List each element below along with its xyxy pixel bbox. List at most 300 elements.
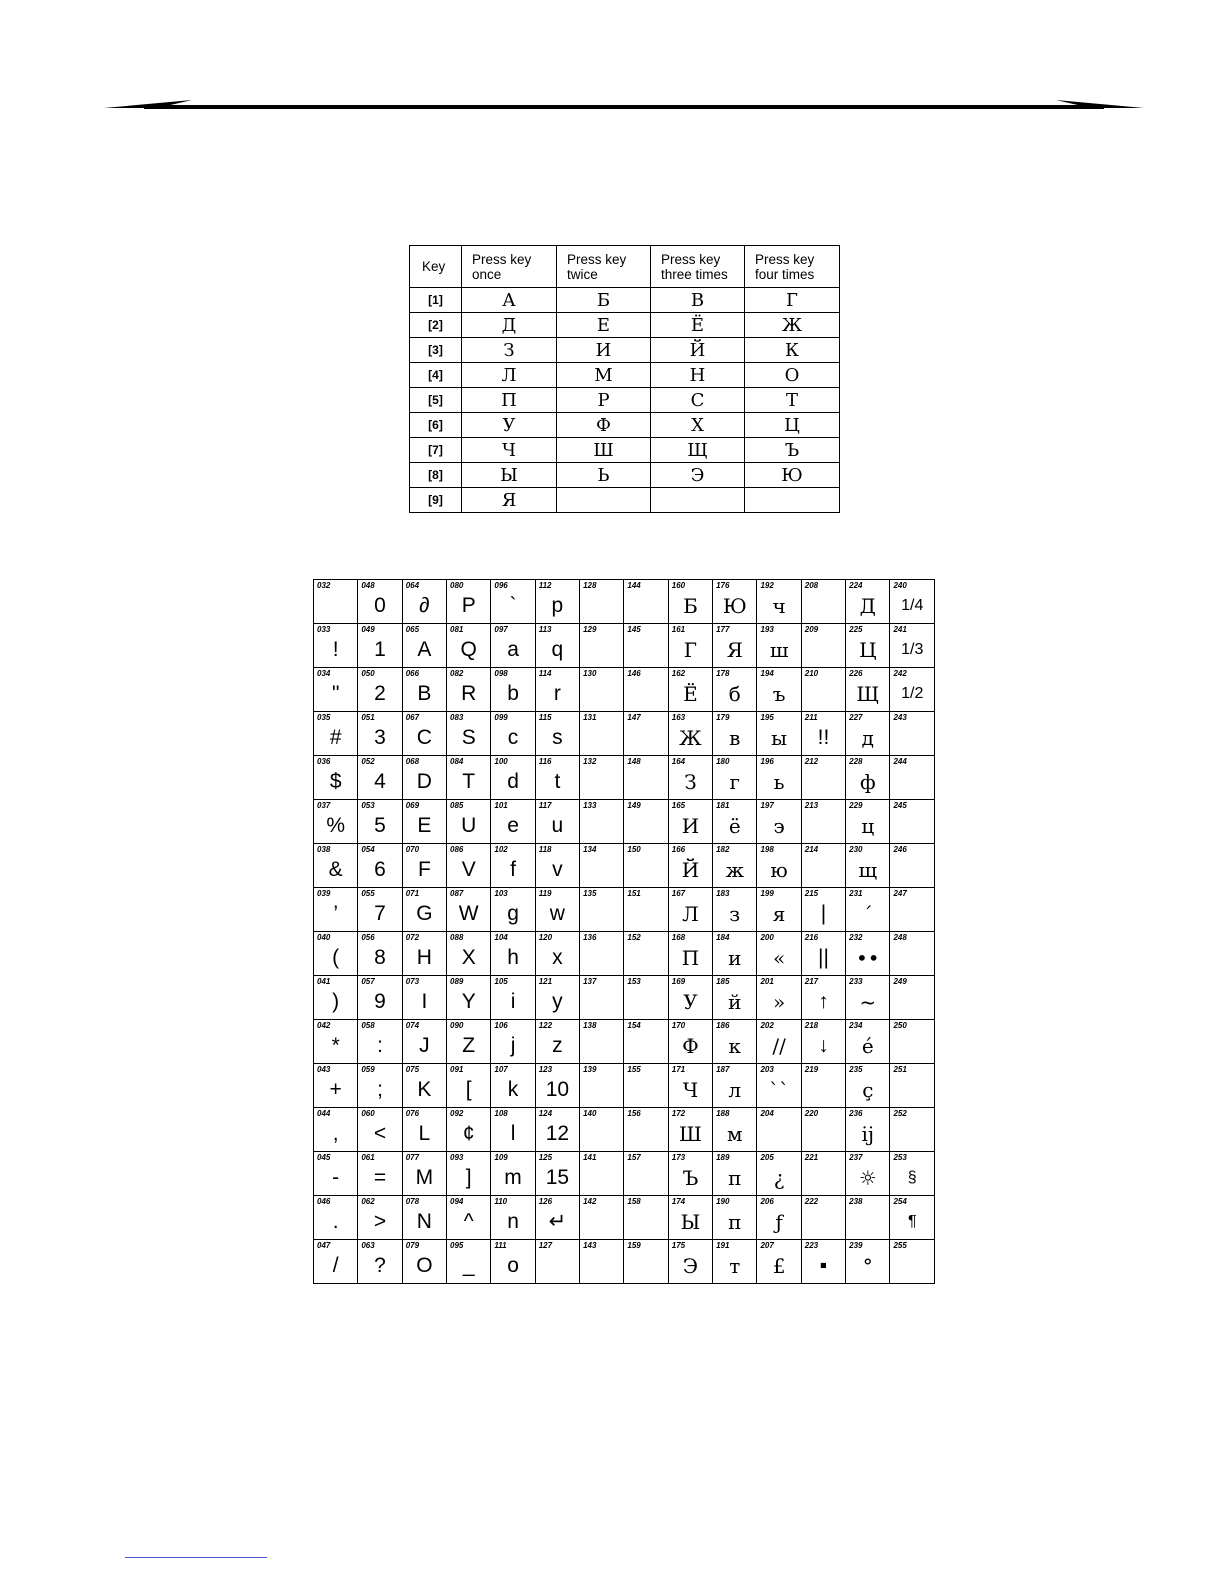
- code-glyph: ц: [861, 814, 875, 838]
- code-cell: [535, 1152, 579, 1196]
- code-glyph: t: [554, 770, 561, 793]
- code-number: 138: [583, 1021, 597, 1030]
- code-cell: [668, 1240, 712, 1284]
- code-number: 046: [317, 1197, 331, 1206]
- code-glyph: ••: [856, 946, 880, 970]
- code-cell: [801, 1240, 845, 1284]
- code-cell: [535, 844, 579, 888]
- code-number: 169: [671, 977, 686, 986]
- code-glyph: P: [461, 594, 476, 617]
- code-number: 040: [317, 933, 331, 942]
- code-glyph: Q: [460, 638, 477, 661]
- code-glyph: b: [507, 682, 519, 705]
- code-cell: [713, 844, 757, 888]
- code-cell: [491, 756, 535, 800]
- code-cell: [402, 844, 446, 888]
- code-cell: [491, 712, 535, 756]
- code-table-row: [314, 800, 935, 844]
- twice-cell: М: [557, 363, 651, 388]
- code-number: 094: [450, 1197, 464, 1206]
- once-cell: У: [462, 413, 557, 438]
- key-table-row: [410, 338, 840, 363]
- code-number: 206: [760, 1197, 774, 1206]
- code-cell: [890, 1108, 935, 1152]
- code-number: 209: [804, 625, 819, 634]
- code-glyph: 9: [374, 990, 386, 1013]
- key-table-row: [410, 413, 840, 438]
- three-times-cell: Х: [651, 413, 745, 438]
- code-cell: [358, 1152, 402, 1196]
- code-cell: [491, 580, 535, 624]
- code-number: 117: [538, 801, 552, 810]
- code-number: 215: [804, 889, 819, 898]
- code-cell: [890, 1020, 935, 1064]
- code-cell: [491, 1152, 535, 1196]
- code-cell: [846, 756, 890, 800]
- code-cell: [580, 756, 624, 800]
- code-number: 077: [405, 1153, 420, 1162]
- code-cell: [757, 932, 801, 976]
- code-number: 217: [804, 977, 819, 986]
- code-glyph: E: [417, 814, 432, 837]
- code-number: 126: [538, 1197, 553, 1206]
- code-glyph: ç: [862, 1078, 874, 1102]
- four-times-cell: Ж: [745, 313, 840, 338]
- code-number: 072: [405, 933, 420, 942]
- code-number: 134: [583, 845, 597, 854]
- code-table-row: [314, 844, 935, 888]
- code-cell: [624, 1152, 668, 1196]
- code-glyph: D: [416, 770, 432, 793]
- three-times-cell: Э: [651, 463, 745, 488]
- code-glyph: ||: [817, 946, 829, 969]
- code-glyph: и: [728, 946, 742, 970]
- code-glyph: 8: [374, 946, 386, 969]
- code-cell: [890, 976, 935, 1020]
- code-glyph: ?: [374, 1254, 386, 1277]
- code-cell: [447, 1196, 491, 1240]
- code-glyph: ↓: [818, 1034, 829, 1057]
- code-glyph: ь: [773, 770, 785, 794]
- code-cell: [713, 800, 757, 844]
- code-glyph: ): [332, 990, 340, 1013]
- code-cell: [491, 1240, 535, 1284]
- code-number: 054: [361, 845, 375, 854]
- code-glyph: a: [507, 638, 519, 661]
- code-cell: [491, 800, 535, 844]
- code-cell: [447, 1064, 491, 1108]
- code-glyph: щ: [858, 858, 878, 882]
- three-times-cell: [651, 488, 745, 513]
- code-number: 109: [494, 1153, 508, 1162]
- code-number: 060: [361, 1109, 375, 1118]
- code-cell: [846, 1196, 890, 1240]
- code-number: 058: [361, 1021, 375, 1030]
- code-glyph: Ш: [679, 1122, 702, 1146]
- code-cell: [535, 580, 579, 624]
- code-glyph: Ы: [680, 1210, 701, 1234]
- code-cell: [358, 580, 402, 624]
- code-cell: [713, 888, 757, 932]
- code-number: 090: [450, 1021, 464, 1030]
- code-number: 120: [538, 933, 553, 942]
- code-cell: [801, 1108, 845, 1152]
- code-glyph: s: [552, 726, 563, 749]
- code-glyph: г: [729, 770, 740, 794]
- code-glyph: Щ: [856, 682, 880, 706]
- code-number: 150: [627, 845, 641, 854]
- code-number: 250: [893, 1021, 907, 1030]
- code-glyph: J: [419, 1034, 430, 1057]
- code-glyph: f: [510, 858, 516, 881]
- four-times-cell: Ъ: [745, 438, 840, 463]
- twice-cell: Е: [557, 313, 651, 338]
- code-glyph: 12: [545, 1122, 570, 1145]
- code-number: 137: [583, 977, 597, 986]
- code-cell: [890, 756, 935, 800]
- code-number: 032: [317, 581, 331, 590]
- code-number: 132: [583, 757, 597, 766]
- code-cell: [535, 1196, 579, 1240]
- code-glyph: U: [461, 814, 477, 837]
- code-number: 128: [583, 581, 597, 590]
- code-cell: [624, 668, 668, 712]
- key-table-row: [410, 438, 840, 463]
- code-glyph: ъ: [772, 682, 786, 706]
- code-cell: [668, 756, 712, 800]
- code-cell: [580, 888, 624, 932]
- code-cell: [402, 976, 446, 1020]
- code-glyph: 1/4: [901, 597, 924, 614]
- code-number: 155: [627, 1065, 641, 1074]
- code-number: 113: [538, 625, 552, 634]
- code-number: 178: [716, 669, 730, 678]
- once-cell: П: [462, 388, 557, 413]
- code-number: 237: [849, 1153, 863, 1162]
- code-cell: [624, 976, 668, 1020]
- code-glyph: П: [681, 946, 700, 970]
- code-glyph: H: [416, 946, 432, 969]
- code-number: 118: [538, 845, 552, 854]
- code-glyph: +: [329, 1078, 342, 1101]
- twice-cell: И: [557, 338, 651, 363]
- code-glyph: б: [728, 682, 741, 706]
- code-number: 081: [450, 625, 464, 634]
- code-number: 084: [450, 757, 464, 766]
- code-number: 071: [405, 889, 420, 898]
- code-cell: [314, 668, 358, 712]
- code-glyph: 3: [374, 726, 386, 749]
- key-cell: [4]: [410, 363, 462, 388]
- code-number: 129: [583, 625, 597, 634]
- code-cell: [624, 756, 668, 800]
- code-number: 247: [893, 889, 907, 898]
- code-number: 225: [849, 625, 863, 634]
- code-glyph: °: [862, 1254, 873, 1278]
- code-cell: [491, 668, 535, 712]
- code-number: 101: [494, 801, 508, 810]
- code-number: 193: [760, 625, 774, 634]
- code-glyph: F: [417, 858, 431, 881]
- code-glyph: h: [507, 946, 519, 969]
- code-cell: [580, 932, 624, 976]
- code-number: 153: [627, 977, 641, 986]
- code-cell: [402, 800, 446, 844]
- code-cell: [447, 976, 491, 1020]
- key-cell: [3]: [410, 338, 462, 363]
- code-glyph: к: [728, 1034, 742, 1058]
- code-number: 092: [450, 1109, 464, 1118]
- three-times-cell: С: [651, 388, 745, 413]
- code-number: 173: [671, 1153, 686, 1162]
- code-cell: [491, 1064, 535, 1108]
- code-table-row: [314, 580, 935, 624]
- code-number: 255: [893, 1241, 907, 1250]
- code-number: 082: [450, 669, 464, 678]
- code-number: 069: [405, 801, 420, 810]
- code-cell: [801, 1020, 845, 1064]
- code-cell: [402, 712, 446, 756]
- code-cell: [314, 1196, 358, 1240]
- code-glyph: ↑: [818, 990, 829, 1013]
- key-cell: [1]: [410, 288, 462, 313]
- header-three-times: Press key three times: [651, 246, 745, 288]
- code-cell: [890, 844, 935, 888]
- code-cell: [846, 580, 890, 624]
- code-number: 191: [716, 1241, 730, 1250]
- code-glyph: A: [417, 638, 432, 661]
- code-cell: [757, 1064, 801, 1108]
- code-glyph: Я: [726, 638, 743, 662]
- code-glyph: |: [820, 902, 827, 925]
- code-cell: [801, 1196, 845, 1240]
- code-number: 140: [583, 1109, 597, 1118]
- code-number: 141: [583, 1153, 597, 1162]
- code-cell: [713, 1240, 757, 1284]
- code-cell: [668, 1064, 712, 1108]
- code-glyph: r: [553, 682, 561, 705]
- code-cell: [624, 844, 668, 888]
- code-table-row: [314, 1152, 935, 1196]
- code-cell: [447, 1108, 491, 1152]
- code-number: 188: [716, 1109, 730, 1118]
- code-cell: [314, 624, 358, 668]
- code-cell: [535, 1020, 579, 1064]
- code-glyph: л: [728, 1078, 742, 1102]
- code-glyph: 5: [374, 814, 386, 837]
- code-glyph: ij: [861, 1122, 875, 1146]
- code-table-row: [314, 976, 935, 1020]
- code-glyph: T: [462, 770, 476, 793]
- code-number: 067: [405, 713, 420, 722]
- code-number: 195: [760, 713, 774, 722]
- code-number: 078: [405, 1197, 420, 1206]
- code-glyph: d: [507, 770, 519, 793]
- code-number: 033: [317, 625, 331, 634]
- code-glyph: ▪: [819, 1254, 828, 1277]
- code-glyph: 10: [545, 1078, 570, 1101]
- code-cell: [447, 932, 491, 976]
- code-cell: [846, 888, 890, 932]
- code-glyph: %: [326, 814, 346, 837]
- code-glyph: п: [728, 1210, 742, 1234]
- code-glyph: Y: [461, 990, 476, 1013]
- code-number: 041: [317, 977, 331, 986]
- code-number: 200: [760, 933, 774, 942]
- key-table-row: [410, 288, 840, 313]
- code-glyph: `: [509, 594, 517, 617]
- code-cell: [801, 668, 845, 712]
- code-cell: [757, 1108, 801, 1152]
- code-number: 244: [893, 757, 907, 766]
- code-number: 088: [450, 933, 464, 942]
- code-cell: [668, 1020, 712, 1064]
- code-cell: [447, 1152, 491, 1196]
- code-number: 135: [583, 889, 597, 898]
- code-cell: [713, 668, 757, 712]
- four-times-cell: К: [745, 338, 840, 363]
- code-number: 248: [893, 933, 907, 942]
- code-glyph: !!: [817, 726, 830, 749]
- code-number: 216: [804, 933, 819, 942]
- code-glyph: 0: [374, 594, 386, 617]
- code-cell: [535, 668, 579, 712]
- code-cell: [757, 1196, 801, 1240]
- code-number: 167: [671, 889, 686, 898]
- code-number: 107: [494, 1065, 508, 1074]
- code-cell: [757, 1152, 801, 1196]
- code-number: 171: [671, 1065, 686, 1074]
- code-glyph: т: [729, 1254, 741, 1278]
- code-glyph: W: [458, 902, 479, 925]
- code-number: 240: [893, 581, 907, 590]
- code-glyph: u: [551, 814, 564, 837]
- code-number: 145: [627, 625, 641, 634]
- code-cell: [713, 712, 757, 756]
- code-glyph: 15: [545, 1166, 570, 1189]
- code-number: 144: [627, 581, 641, 590]
- code-cell: [580, 1108, 624, 1152]
- code-number: 149: [627, 801, 641, 810]
- code-glyph: 2: [374, 682, 386, 705]
- code-number: 236: [849, 1109, 863, 1118]
- code-glyph: З: [684, 770, 697, 794]
- code-glyph: N: [416, 1210, 432, 1233]
- code-cell: [713, 1020, 757, 1064]
- code-cell: [757, 624, 801, 668]
- code-cell: [668, 888, 712, 932]
- code-cell: [358, 800, 402, 844]
- code-number: 074: [405, 1021, 420, 1030]
- code-cell: [713, 756, 757, 800]
- code-glyph: ¶: [907, 1213, 917, 1230]
- code-glyph: Ъ: [682, 1166, 699, 1190]
- code-cell: [668, 932, 712, 976]
- code-glyph: !: [332, 638, 339, 661]
- code-number: 057: [361, 977, 375, 986]
- code-number: 227: [849, 713, 863, 722]
- code-number: 065: [405, 625, 420, 634]
- code-cell: [713, 976, 757, 1020]
- code-number: 242: [893, 669, 907, 678]
- code-glyph: з: [729, 902, 741, 926]
- code-cell: [580, 712, 624, 756]
- code-table-row: [314, 1020, 935, 1064]
- key-cell: [9]: [410, 488, 462, 513]
- code-number: 228: [849, 757, 863, 766]
- code-table-row: [314, 932, 935, 976]
- code-glyph: ю: [770, 858, 788, 882]
- code-glyph: §: [907, 1169, 917, 1186]
- twice-cell: [557, 488, 651, 513]
- code-glyph: -: [332, 1166, 340, 1189]
- code-glyph: q: [551, 638, 564, 661]
- code-number: 156: [627, 1109, 641, 1118]
- code-glyph: //: [772, 1034, 786, 1058]
- code-cell: [846, 1108, 890, 1152]
- code-number: 176: [716, 581, 730, 590]
- code-table-row: [314, 668, 935, 712]
- code-number: 183: [716, 889, 730, 898]
- code-cell: [447, 624, 491, 668]
- code-cell: [447, 580, 491, 624]
- code-number: 035: [317, 713, 331, 722]
- code-number: 052: [361, 757, 375, 766]
- code-number: 055: [361, 889, 375, 898]
- code-table-row: [314, 712, 935, 756]
- code-number: 222: [804, 1197, 819, 1206]
- code-cell: [535, 976, 579, 1020]
- top-rule: [104, 96, 1144, 114]
- code-glyph: д: [861, 726, 874, 750]
- code-cell: [580, 1064, 624, 1108]
- key-table-row: [410, 363, 840, 388]
- code-cell: [757, 712, 801, 756]
- code-cell: [314, 1020, 358, 1064]
- code-cell: [402, 1020, 446, 1064]
- once-cell: Л: [462, 363, 557, 388]
- code-cell: [314, 756, 358, 800]
- code-number: 112: [538, 581, 552, 590]
- code-cell: [402, 1064, 446, 1108]
- code-cell: [535, 712, 579, 756]
- code-cell: [624, 712, 668, 756]
- code-glyph: Й: [681, 858, 700, 882]
- code-cell: [890, 888, 935, 932]
- code-number: 194: [760, 669, 774, 678]
- code-number: 152: [627, 933, 641, 942]
- code-cell: [668, 800, 712, 844]
- code-cell: [757, 668, 801, 712]
- code-cell: [846, 1064, 890, 1108]
- code-number: 089: [450, 977, 464, 986]
- code-cell: [314, 976, 358, 1020]
- code-number: 130: [583, 669, 597, 678]
- code-cell: [668, 1196, 712, 1240]
- code-glyph: B: [417, 682, 432, 705]
- code-glyph: $: [329, 770, 342, 793]
- code-glyph: Ч: [682, 1078, 699, 1102]
- code-glyph: »: [772, 990, 786, 1014]
- code-number: 086: [450, 845, 464, 854]
- code-glyph: Ж: [679, 726, 702, 750]
- code-cell: [314, 844, 358, 888]
- code-number: 190: [716, 1197, 730, 1206]
- code-glyph: ;: [377, 1078, 383, 1101]
- code-cell: [668, 976, 712, 1020]
- code-number: 131: [583, 713, 597, 722]
- code-cell: [402, 1240, 446, 1284]
